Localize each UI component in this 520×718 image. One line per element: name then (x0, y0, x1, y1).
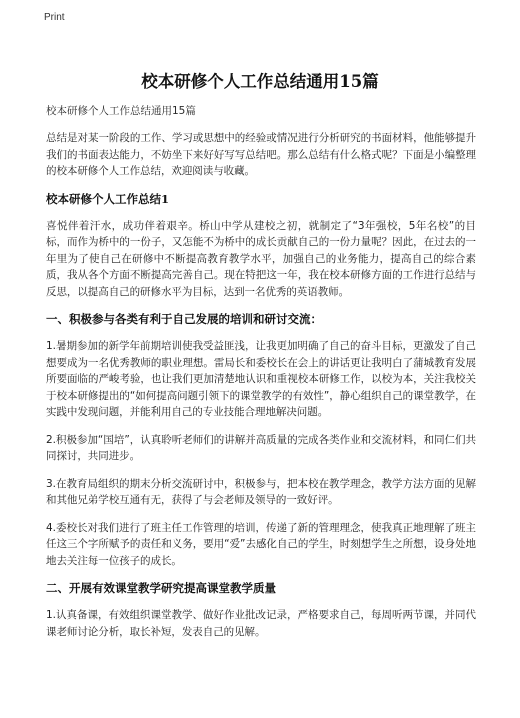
summary-heading-1: 校本研修个人工作总结1 (46, 191, 170, 206)
section-heading-training: 一、积极参与各类有利于自己发展的培训和研讨交流： (46, 312, 322, 326)
intro-paragraph: 总结是对某一阶段的工作、学习或思想中的经验或情况进行分析研究的书面材料，他能够提升我们的书面表达能力，不妨坐下来好好写写总结吧。那么总结有什么格式呢？下面是小编整理的校本研修个人工作总结，欢迎阅读与收藏。 (46, 132, 476, 177)
training-item-3: 3.在教育局组织的期末分析交流研讨中，积极参与，把本校在教学理念，教学方法方面的见解和其他兄弟学校互通有无，获得了与会老师及领导的一致好评。 (46, 477, 476, 506)
document-body (46, 102, 476, 651)
training-item-1: 1.暑期参加的新学年前期培训使我受益匪浅，让我更加明确了自己的奋斗目标，更激发了自己想要成为一名优秀教师的职业理想。雷局长和委校长在会上的讲话更让我明白了蒲城教育发展所要面临的严峻考验，也让我们更加清楚地认识和重视校本研修工作，以校为本，关注我校关于校本研修提出的“如何提高问题引领下的课堂教学的有效性”，静心组织自己的课堂教学，在实践中发现问题，并能利用自己的专业技能合理地解决问题。 (46, 340, 476, 418)
page-title: 校本研修个人工作总结通用15篇 (141, 72, 379, 91)
print-link[interactable]: Print (44, 12, 65, 23)
training-item-4: 4.委校长对我们进行了班主任工作管理的培训，传递了新的管理理念，使我真正地理解了班主任这三个字所赋予的责任和义务，要用“爱”去感化自己的学生，时刻想学生之所想，设身处地地去关注每一位孩子的成长。 (46, 521, 476, 567)
document-subtitle: 校本研修个人工作总结通用15篇 (46, 105, 196, 117)
summary-paragraph-1: 喜悦伴着汗水，成功伴着艰辛。桥山中学从建校之初，就制定了“3年强校，5年名校”的目标，而作为桥中的一份子，又怎能不为桥中的成长贡献自己的一份力量呢？因此，在过去的一年里为了使自己在研修中不断提高教育教学水平，加强自己的业务能力，提高自己的综合素质，我从各个方面不断提高完善自己。现在特把这一年，我在校本研修方面的工作进行总结与反思，以提高自己的研修水平为目标，达到一名优秀的英语教师。 (46, 219, 476, 298)
training-item-2: 2.积极参加“国培”，认真聆听老师们的讲解并高质量的完成各类作业和交流材料，和同仁们共同探讨，共同进步。 (46, 433, 476, 462)
classroom-item-1: 1.认真备课，有效组织课堂教学、做好作业批改记录，严格要求自己，每周听两节课，并同代课老师讨论分析，取长补短，发表自己的见解。 (46, 609, 476, 638)
section-heading-classroom: 二、开展有效课堂教学研究提高课堂教学质量 (46, 581, 276, 595)
